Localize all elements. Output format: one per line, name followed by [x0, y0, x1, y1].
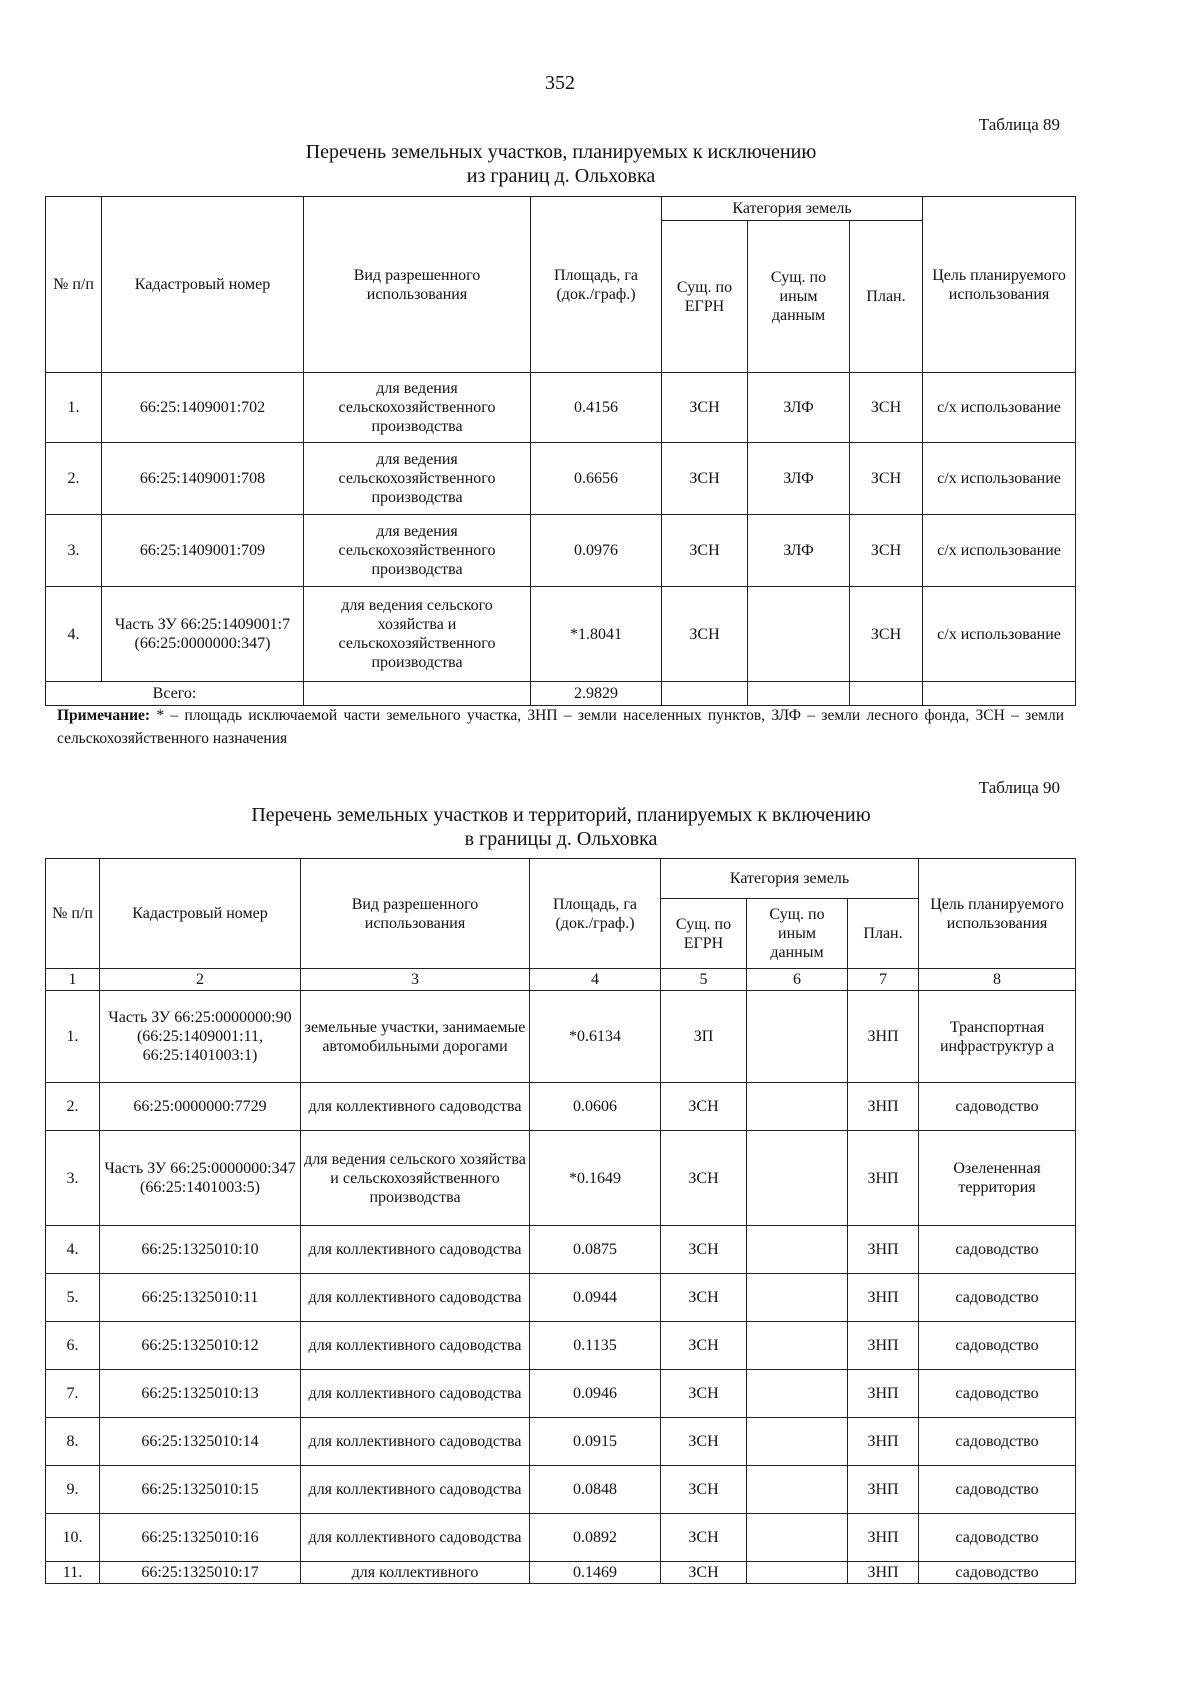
- header-other: Сущ. по иным данным: [747, 899, 848, 969]
- cell-egrn: ЗСН: [661, 1370, 747, 1418]
- cell-num: 1.: [46, 991, 100, 1083]
- cell-plan: ЗНП: [848, 991, 919, 1083]
- cell-plan: ЗСН: [850, 515, 923, 587]
- cell-purpose: садоводство: [919, 1418, 1076, 1466]
- cell-area: 0.0944: [530, 1274, 661, 1322]
- column-number: 2: [100, 969, 301, 991]
- cell-other: [747, 1418, 848, 1466]
- cell-use: для ведения сельского хозяйства и сельскохозяйственного производства: [304, 587, 531, 682]
- table-row: [46, 1131, 1076, 1226]
- table-row: [46, 1083, 1076, 1131]
- header-egrn: Сущ. по ЕГРН: [661, 899, 747, 969]
- table-row: [46, 991, 1076, 1083]
- cell-num: 6.: [46, 1322, 100, 1370]
- column-number: 4: [530, 969, 661, 991]
- cell-plan: ЗНП: [848, 1418, 919, 1466]
- cell-area: 0.0875: [530, 1226, 661, 1274]
- table-row: [46, 1466, 1076, 1514]
- cell-area: 0.0606: [530, 1083, 661, 1131]
- cell-num: 4.: [46, 587, 102, 682]
- cell-plan: ЗНП: [848, 1370, 919, 1418]
- cell-area: 0.0976: [531, 515, 662, 587]
- cell-use: для коллективного садоводства: [301, 1514, 530, 1562]
- table-90-title: [46, 803, 1076, 851]
- header-plan: План.: [850, 221, 923, 373]
- cell-use: для коллективного садоводства: [301, 1226, 530, 1274]
- header-purpose: Цель планируемого использования: [919, 859, 1076, 969]
- cell-plan: ЗНП: [848, 1514, 919, 1562]
- cell-egrn: ЗСН: [661, 1274, 747, 1322]
- cell-other: [747, 1466, 848, 1514]
- cell-use: для ведения сельскохозяйственного производства: [304, 515, 531, 587]
- cell-area: 0.1469: [530, 1562, 661, 1584]
- cell-plan: ЗНП: [848, 1466, 919, 1514]
- cell-other: ЗЛФ: [748, 443, 850, 515]
- cell-num: 5.: [46, 1274, 100, 1322]
- table-89-title-line2: из границ д. Ольховка: [466, 165, 656, 187]
- table-row: [46, 1274, 1076, 1322]
- header-category: Категория земель: [662, 197, 923, 221]
- cell-use: для коллективного садоводства: [301, 1418, 530, 1466]
- cell-purpose: с/х использование: [923, 373, 1076, 443]
- header-area: Площадь, га (док./граф.): [531, 197, 662, 373]
- cell-area: 0.0848: [530, 1466, 661, 1514]
- table-row: [46, 1322, 1076, 1370]
- cell-egrn: ЗСН: [661, 1226, 747, 1274]
- cell-num: 11.: [46, 1562, 100, 1584]
- cell-use: для ведения сельскохозяйственного производства: [304, 373, 531, 443]
- cell-other: [747, 1083, 848, 1131]
- table-89-title-line1: Перечень земельных участков, планируемых к исключению: [305, 141, 817, 163]
- cell-area: 0.6656: [531, 443, 662, 515]
- table-89-label: Таблица 89: [978, 115, 1060, 134]
- cell-purpose: садоводство: [919, 1083, 1076, 1131]
- cell-other: [748, 587, 850, 682]
- cell-purpose: Озелененная территория: [919, 1131, 1076, 1226]
- cell-plan: ЗСН: [850, 587, 923, 682]
- cell-egrn: ЗСН: [661, 1083, 747, 1131]
- column-number: 3: [301, 969, 530, 991]
- table-89: [45, 196, 1076, 706]
- column-number: 6: [747, 969, 848, 991]
- cell-num: 2.: [46, 1083, 100, 1131]
- cell-plan: ЗНП: [848, 1226, 919, 1274]
- column-number: 8: [919, 969, 1076, 991]
- table-row: [46, 515, 1076, 587]
- cell-use: для ведения сельскохозяйственного производства: [304, 443, 531, 515]
- cell-empty: [923, 682, 1076, 706]
- cell-plan: ЗНП: [848, 1274, 919, 1322]
- table-row: [46, 587, 1076, 682]
- header-category: Категория земель: [661, 859, 919, 899]
- header-egrn: Сущ. по ЕГРН: [662, 221, 748, 373]
- cell-num: 1.: [46, 373, 102, 443]
- cell-egrn: ЗП: [661, 991, 747, 1083]
- cell-empty: [748, 682, 850, 706]
- cell-other: [747, 1322, 848, 1370]
- cell-purpose: садоводство: [919, 1562, 1076, 1584]
- cell-use: для коллективного: [301, 1562, 530, 1584]
- cell-plan: ЗНП: [848, 1322, 919, 1370]
- cell-area: 0.4156: [531, 373, 662, 443]
- cell-other: [747, 991, 848, 1083]
- header-num: № п/п: [46, 197, 102, 373]
- header-use: Вид разрешенного использования: [304, 197, 531, 373]
- cell-num: 7.: [46, 1370, 100, 1418]
- cell-other: [747, 1226, 848, 1274]
- cell-empty: [850, 682, 923, 706]
- cell-cadastral: 66:25:1325010:10: [100, 1226, 301, 1274]
- cell-area: 0.0892: [530, 1514, 661, 1562]
- cell-cadastral: Часть ЗУ 66:25:0000000:90 (66:25:1409001:11, 66:25:1401003:1): [100, 991, 301, 1083]
- cell-num: 3.: [46, 515, 102, 587]
- cell-purpose: с/х использование: [923, 443, 1076, 515]
- cell-num: 10.: [46, 1514, 100, 1562]
- table-89-title: [46, 140, 1076, 188]
- cell-area: 0.1135: [530, 1322, 661, 1370]
- cell-purpose: с/х использование: [923, 515, 1076, 587]
- table-90-header: [46, 859, 1076, 991]
- cell-num: 3.: [46, 1131, 100, 1226]
- cell-cadastral: 66:25:1409001:708: [102, 443, 304, 515]
- cell-purpose: Транспортная инфраструктур а: [919, 991, 1076, 1083]
- column-number: 5: [661, 969, 747, 991]
- total-label: Всего:: [46, 682, 304, 706]
- cell-use: для коллективного садоводства: [301, 1083, 530, 1131]
- table-row: [46, 1562, 1076, 1584]
- cell-cadastral: 66:25:1325010:17: [100, 1562, 301, 1584]
- table-90-body: [46, 991, 1076, 1584]
- table-row: [46, 1370, 1076, 1418]
- cell-other: [747, 1131, 848, 1226]
- cell-cadastral: 66:25:1325010:14: [100, 1418, 301, 1466]
- table-90: [45, 858, 1076, 1584]
- header-cadastral: Кадастровый номер: [102, 197, 304, 373]
- cell-purpose: садоводство: [919, 1226, 1076, 1274]
- cell-other: [747, 1274, 848, 1322]
- cell-purpose: садоводство: [919, 1370, 1076, 1418]
- table-90-title-line2: в границы д. Ольховка: [464, 828, 658, 850]
- cell-empty: [662, 682, 748, 706]
- column-number-row: [46, 969, 1076, 991]
- cell-cadastral: 66:25:0000000:7729: [100, 1083, 301, 1131]
- header-num: № п/п: [46, 859, 100, 969]
- cell-cadastral: 66:25:1409001:709: [102, 515, 304, 587]
- cell-cadastral: 66:25:1325010:16: [100, 1514, 301, 1562]
- header-area: Площадь, га (док./граф.): [530, 859, 661, 969]
- cell-other: ЗЛФ: [748, 373, 850, 443]
- cell-plan: ЗНП: [848, 1562, 919, 1584]
- cell-plan: ЗНП: [848, 1083, 919, 1131]
- cell-cadastral: 66:25:1325010:11: [100, 1274, 301, 1322]
- cell-egrn: ЗСН: [661, 1514, 747, 1562]
- note-text: * – площадь исключаемой части земельного участка, ЗНП – земли населенных пунктов, ЗЛФ – земли лесного фонда, ЗСН – земли сельскохозяйственного назначения: [57, 707, 1064, 747]
- table-row: [46, 1226, 1076, 1274]
- table-89-header: [46, 197, 1076, 373]
- cell-purpose: садоводство: [919, 1274, 1076, 1322]
- cell-use: для коллективного садоводства: [301, 1274, 530, 1322]
- cell-use: для ведения сельского хозяйства и сельскохозяйственного производства: [301, 1131, 530, 1226]
- page-number: 352: [545, 72, 575, 94]
- cell-cadastral: Часть ЗУ 66:25:0000000:347 (66:25:1401003:5): [100, 1131, 301, 1226]
- cell-use: земельные участки, занимаемые автомобильными дорогами: [301, 991, 530, 1083]
- header-purpose: Цель планируемого использования: [923, 197, 1076, 373]
- cell-egrn: ЗСН: [661, 1562, 747, 1584]
- cell-num: 2.: [46, 443, 102, 515]
- header-cadastral: Кадастровый номер: [100, 859, 301, 969]
- header-use: Вид разрешенного использования: [301, 859, 530, 969]
- cell-egrn: ЗСН: [661, 1131, 747, 1226]
- cell-use: для коллективного садоводства: [301, 1370, 530, 1418]
- cell-use: для коллективного садоводства: [301, 1466, 530, 1514]
- cell-plan: ЗСН: [850, 373, 923, 443]
- table-90-label: Таблица 90: [978, 778, 1060, 797]
- cell-num: 8.: [46, 1418, 100, 1466]
- cell-cadastral: Часть ЗУ 66:25:1409001:7 (66:25:0000000:347): [102, 587, 304, 682]
- cell-egrn: ЗСН: [662, 587, 748, 682]
- cell-area: 0.0915: [530, 1418, 661, 1466]
- cell-egrn: ЗСН: [662, 373, 748, 443]
- cell-other: [747, 1370, 848, 1418]
- cell-purpose: садоводство: [919, 1514, 1076, 1562]
- cell-other: [747, 1562, 848, 1584]
- cell-cadastral: 66:25:1409001:702: [102, 373, 304, 443]
- header-other: Сущ. по иным данным: [748, 221, 850, 373]
- cell-plan: ЗНП: [848, 1131, 919, 1226]
- cell-plan: ЗСН: [850, 443, 923, 515]
- cell-num: 9.: [46, 1466, 100, 1514]
- total-area: 2.9829: [531, 682, 662, 706]
- cell-egrn: ЗСН: [661, 1418, 747, 1466]
- cell-cadastral: 66:25:1325010:12: [100, 1322, 301, 1370]
- cell-purpose: садоводство: [919, 1322, 1076, 1370]
- cell-use: для коллективного садоводства: [301, 1322, 530, 1370]
- total-row: [46, 682, 1076, 706]
- cell-other: [747, 1514, 848, 1562]
- cell-cadastral: 66:25:1325010:13: [100, 1370, 301, 1418]
- cell-empty: [304, 682, 531, 706]
- note-label: Примечание:: [57, 707, 151, 724]
- table-89-body: [46, 373, 1076, 706]
- cell-egrn: ЗСН: [661, 1466, 747, 1514]
- table-row: [46, 1514, 1076, 1562]
- cell-num: 4.: [46, 1226, 100, 1274]
- cell-egrn: ЗСН: [661, 1322, 747, 1370]
- column-number: 7: [848, 969, 919, 991]
- cell-area: *0.6134: [530, 991, 661, 1083]
- table-row: [46, 1418, 1076, 1466]
- table-89-note: [57, 704, 1064, 750]
- cell-purpose: с/х использование: [923, 587, 1076, 682]
- cell-area: *1.8041: [531, 587, 662, 682]
- column-number: 1: [46, 969, 100, 991]
- header-plan: План.: [848, 899, 919, 969]
- table-90-title-line1: Перечень земельных участков и территорий, планируемых к включению: [251, 804, 871, 826]
- cell-egrn: ЗСН: [662, 515, 748, 587]
- cell-cadastral: 66:25:1325010:15: [100, 1466, 301, 1514]
- cell-purpose: садоводство: [919, 1466, 1076, 1514]
- table-row: [46, 373, 1076, 443]
- cell-area: 0.0946: [530, 1370, 661, 1418]
- table-row: [46, 443, 1076, 515]
- cell-other: ЗЛФ: [748, 515, 850, 587]
- cell-egrn: ЗСН: [662, 443, 748, 515]
- cell-area: *0.1649: [530, 1131, 661, 1226]
